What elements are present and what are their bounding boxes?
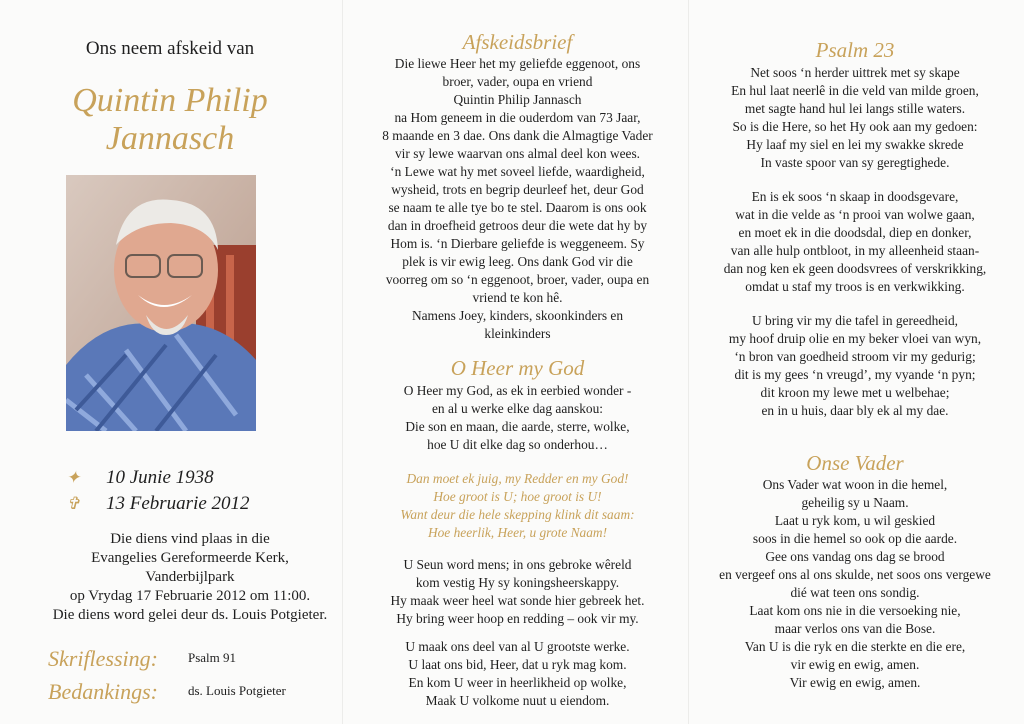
prayer-line: dié wat teen ons sondig. bbox=[790, 585, 920, 600]
death-date-row bbox=[66, 493, 250, 515]
psalm-line: omdat u staf my troos is en verkwikking. bbox=[745, 279, 965, 294]
prayer-line: geheilig sy u Naam. bbox=[801, 495, 909, 510]
prayer-line: maar verlos ons van die Bose. bbox=[774, 621, 936, 636]
prayer-line: Van U is die ryk en die sterkte en die ere, bbox=[744, 639, 966, 654]
service-line: Evangelies Gereformeerde Kerk, bbox=[91, 550, 289, 566]
letter-line: na Hom geneem in die ouderdom van 73 Jaar, bbox=[394, 110, 641, 125]
hymn-line: kom vestig Hy sy koningsheerskappy. bbox=[415, 575, 620, 590]
cross-icon: ✞ bbox=[66, 494, 81, 513]
letter-line: Die liewe Heer het my geliefde eggenoot, ons bbox=[394, 56, 641, 71]
birth-date: 10 Junie 1938 bbox=[106, 467, 214, 488]
letter-line: voorreg om so ‘n eggenoot, broer, vader, oupa en bbox=[385, 272, 650, 287]
letter-line: wysheid, trots en begrip deurleef het, deur God bbox=[391, 182, 644, 197]
chorus-line: Want deur die hele skepping klink dit saam: bbox=[400, 507, 635, 522]
birth-date-row bbox=[66, 467, 214, 489]
psalm-line: met sagte hand hul lei langs stille waters. bbox=[744, 101, 966, 116]
portrait-photo bbox=[66, 175, 256, 431]
hymn-line: En kom U weer in heerlikheid op wolke, bbox=[408, 675, 627, 690]
letter-line: kleinkinders bbox=[484, 326, 551, 341]
thanks-row bbox=[48, 679, 286, 705]
service-line: Die diens vind plaas in die bbox=[110, 531, 270, 547]
letter-line: plek is vir ewig leeg. Ons dank God vir die bbox=[402, 254, 633, 269]
psalm-line: So is die Here, so het Hy ook aan my gedoen: bbox=[732, 119, 978, 134]
letter-line: Hom is. ‘n Dierbare geliefde is weggeneem. Sy bbox=[390, 236, 645, 251]
prayer-line: Laat u ryk kom, u wil geskied bbox=[774, 513, 936, 528]
letter-line: 8 maande en 3 dae. Ons dank die Almagtige Vader bbox=[382, 128, 653, 143]
psalm-line: U bring vir my die tafel in gereedheid, bbox=[752, 313, 958, 328]
hymn-line: U laat ons bid, Heer, dat u ryk mag kom. bbox=[408, 657, 627, 672]
prayer-line: Gee ons vandag ons dag se brood bbox=[765, 549, 945, 564]
hymn-line: Maak U volkome nuut u eiendom. bbox=[425, 693, 610, 708]
psalm-verse-3 bbox=[690, 312, 1020, 420]
psalm-line: wat in die velde as ‘n prooi van wolwe gaan, bbox=[735, 207, 975, 222]
letter-line: dan in droefheid getroos deur die wete dat hy by bbox=[387, 218, 648, 233]
thanks-label: Bedankings: bbox=[48, 679, 158, 704]
letter-title: Afskeidsbrief bbox=[462, 30, 573, 54]
hymn-line: Hy bring weer hoop en redding – ook vir my. bbox=[396, 611, 639, 626]
prayer-title: Onse Vader bbox=[806, 451, 904, 475]
psalm-line: dit is my gees ‘n vreugd’, my vyande ‘n pyn; bbox=[734, 367, 976, 382]
letter-line: vir sy lewe waarvan ons almal deel kon wees. bbox=[394, 146, 641, 161]
death-date: 13 Februarie 2012 bbox=[106, 493, 250, 514]
thanks-value: ds. Louis Potgieter bbox=[188, 683, 286, 698]
chorus-line: Hoe groot is U; hoe groot is U! bbox=[433, 489, 602, 504]
psalm-line: In vaste spoor van sy geregtighede. bbox=[760, 155, 950, 170]
psalm-verse-2 bbox=[690, 188, 1020, 296]
psalm-title: Psalm 23 bbox=[815, 38, 895, 62]
psalm-line: ‘n bron van goedheid stroom vir my gedurig; bbox=[734, 349, 976, 364]
psalm-line: En hul laat neerlê in die veld van milde groen, bbox=[731, 83, 979, 98]
letter-line: se naam te alle tye bo te stel. Daarom is ons ook bbox=[388, 200, 647, 215]
star-icon: ✦ bbox=[66, 468, 81, 487]
hymn-line: Hy maak weer heel wat sonde hier gebreek het. bbox=[390, 593, 645, 608]
psalm-line: van alle hulp ontbloot, in my alleenheid staan- bbox=[730, 243, 980, 258]
name-line-1: Quintin Philip bbox=[72, 82, 268, 119]
middle-panel bbox=[345, 0, 690, 724]
service-line: op Vrydag 17 Februarie 2012 om 11:00. bbox=[69, 588, 311, 604]
hymn-verse-1 bbox=[345, 382, 690, 454]
service-line: Vanderbijlpark bbox=[145, 569, 235, 585]
letter-line: broer, vader, oupa en vriend bbox=[442, 74, 593, 89]
prayer-line: Laat kom ons nie in die versoeking nie, bbox=[749, 603, 961, 618]
prayer-text bbox=[690, 476, 1020, 692]
hymn-line: Die son en maan, die aarde, sterre, wolke, bbox=[405, 419, 630, 434]
chorus-line: Dan moet ek juig, my Redder en my God! bbox=[406, 471, 629, 486]
letter-line: ‘n Lewe wat hy met soveel liefde, waardigheid, bbox=[390, 164, 645, 179]
chorus-line: Hoe heerlik, Heer, u grote Naam! bbox=[427, 525, 608, 540]
psalm-line: En is ek soos ‘n skaap in doodsgevare, bbox=[751, 189, 959, 204]
prayer-line: Ons Vader wat woon in die hemel, bbox=[762, 477, 948, 492]
hymn-verse-2 bbox=[345, 556, 690, 628]
psalm-line: en in u huis, daar bly ek al my dae. bbox=[761, 403, 949, 418]
hymn-title: O Heer my God bbox=[450, 356, 585, 380]
cover-panel bbox=[0, 0, 340, 724]
right-panel bbox=[690, 0, 1020, 724]
hymn-chorus bbox=[345, 470, 690, 542]
prayer-line: en vergeef ons al ons skulde, net soos ons vergewe bbox=[719, 567, 991, 582]
hymn-line: hoe U dit elke dag so onderhou… bbox=[427, 437, 608, 452]
name-line-2: Jannasch bbox=[105, 120, 235, 157]
prayer-line: Vir ewig en ewig, amen. bbox=[789, 675, 921, 690]
psalm-line: en moet ek in die doodsdal, diep en donker, bbox=[738, 225, 972, 240]
hymn-line: U maak ons deel van al U grootste werke. bbox=[405, 639, 630, 654]
hymn-verse-3 bbox=[345, 638, 690, 710]
scripture-row bbox=[48, 646, 236, 672]
psalm-line: dan nog ken ek geen doodsvrees of verskrikking, bbox=[723, 261, 987, 276]
deceased-name bbox=[0, 82, 340, 158]
service-details bbox=[0, 530, 380, 625]
intro-text: Ons neem afskeid van bbox=[85, 38, 255, 59]
letter-line: vriend te kon hê. bbox=[472, 290, 563, 305]
psalm-line: my hoof druip olie en my beker vloei van wyn, bbox=[728, 331, 982, 346]
scripture-label: Skriflessing: bbox=[48, 646, 158, 671]
prayer-line: vir ewig en ewig, amen. bbox=[790, 657, 920, 672]
hymn-line: U Seun word mens; in ons gebroke wêreld bbox=[403, 557, 632, 572]
psalm-line: dit kroon my lewe met u welbehae; bbox=[760, 385, 950, 400]
service-line: Die diens word gelei deur ds. Louis Potgieter. bbox=[52, 607, 328, 623]
hymn-line: en al u werke elke dag aanskou: bbox=[431, 401, 604, 416]
letter-text bbox=[345, 55, 690, 343]
scripture-value: Psalm 91 bbox=[188, 650, 237, 665]
hymn-line: O Heer my God, as ek in eerbied wonder - bbox=[403, 383, 632, 398]
psalm-line: Hy laaf my siel en lei my swakke skrede bbox=[746, 137, 964, 152]
letter-line: Quintin Philip Jannasch bbox=[453, 92, 582, 107]
psalm-verse-1 bbox=[690, 64, 1020, 172]
psalm-line: Net soos ‘n herder uittrek met sy skape bbox=[750, 65, 960, 80]
letter-line: Namens Joey, kinders, skoonkinders en bbox=[411, 308, 624, 323]
prayer-line: soos in die hemel so ook op die aarde. bbox=[752, 531, 958, 546]
